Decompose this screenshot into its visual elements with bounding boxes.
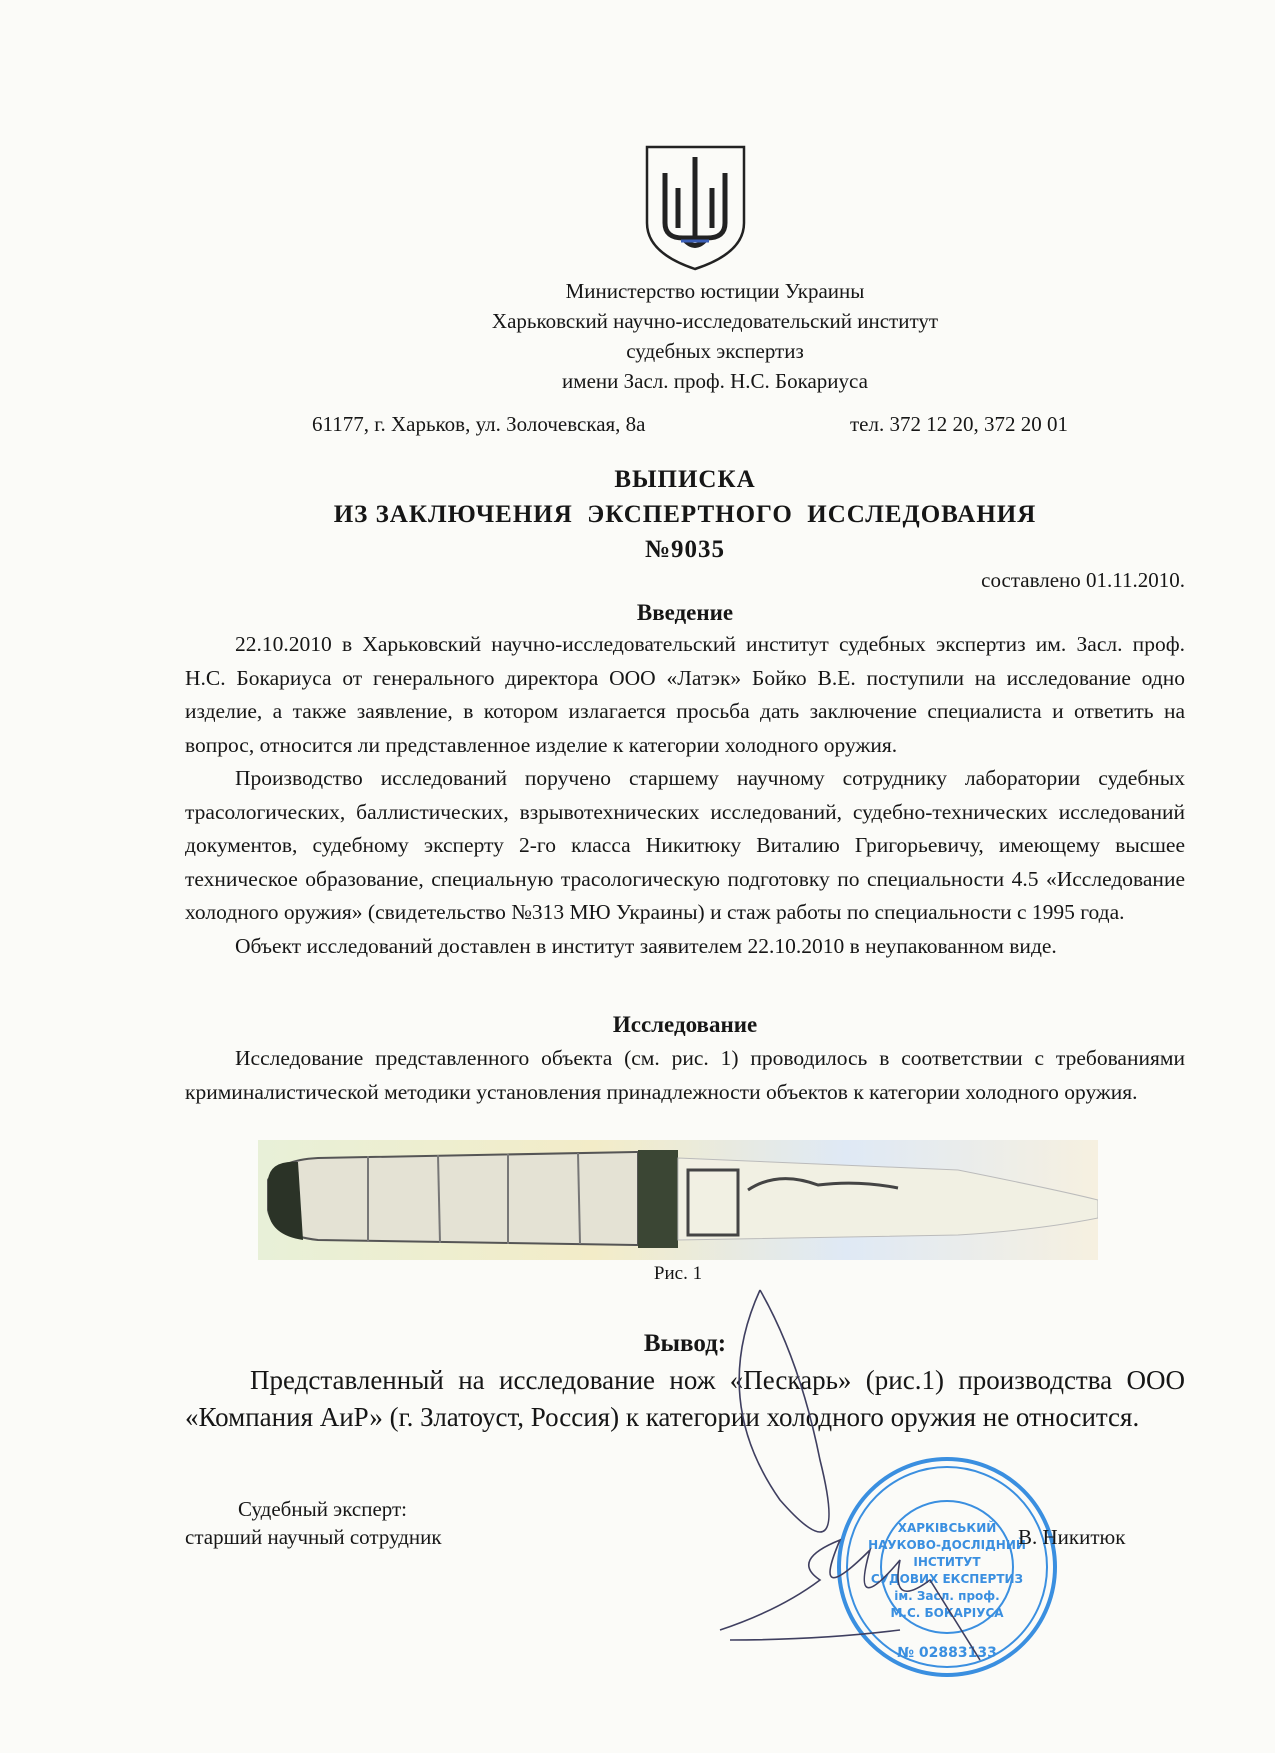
svg-text:ім. Засл. проф.: ім. Засл. проф.: [894, 1589, 1000, 1603]
title-line2: ИЗ ЗАКЛЮЧЕНИЯ ЭКСПЕРТНОГО ИССЛЕДОВАНИЯ: [333, 501, 1037, 528]
knife-photo: [258, 1140, 1098, 1260]
intro-paragraph: Объект исследований доставлен в институт заявителем 22.10.2010 в неупакованном виде.: [235, 933, 1057, 958]
svg-text:СУДОВИХ ЕКСПЕРТИЗ: СУДОВИХ ЕКСПЕРТИЗ: [870, 1572, 1024, 1586]
conclusion-text: [185, 1362, 1185, 1436]
institution-header: [380, 276, 1050, 396]
institute-name-line1: Харьковский научно-исследовательский институт: [491, 309, 939, 333]
intro-paragraph: Производство исследований поручено старшему научному сотруднику лаборатории судебных трасологических, баллистических, взрывотехнических исследований, судебно-технических исследований документов, судебному эксперту 2-го класса Никитюку Виталию Григорьевичу, имеющему высшее техническое образование, специальную трасологическую подготовку по специальности 4.5 «Исследование холодного оружия» (свидетельство №313 МЮ Украины) и стаж работы по специальности с 1995 года.: [185, 766, 1185, 924]
ministry-name: Министерство юстиции Украины: [565, 279, 865, 303]
signature-position: старший научный сотрудник: [185, 1525, 442, 1549]
document-date: составлено 01.11.2010.: [981, 568, 1185, 592]
figure-caption: Рис. 1: [653, 1263, 703, 1284]
coat-of-arms-emblem: [643, 143, 748, 273]
svg-text:ХАРКІВСЬКИЙ: ХАРКІВСЬКИЙ: [897, 1521, 997, 1535]
svg-text:ІНСТИТУТ: ІНСТИТУТ: [913, 1555, 981, 1569]
conclusion-paragraph: Представленный на исследование нож «Пескарь» (рис.1) производства ООО «Компания АиР» (г. Златоуст, Россия) к категории холодного оружия не относится.: [185, 1365, 1185, 1432]
address: 61177, г. Харьков, ул. Золочевская, 8а: [312, 412, 646, 436]
research-heading: Исследование: [612, 1012, 758, 1037]
svg-text:№ 02883133: № 02883133: [897, 1645, 997, 1661]
handwritten-signature: [700, 1280, 1030, 1680]
intro-heading: Введение: [636, 600, 734, 625]
intro-text: [185, 628, 1185, 963]
intro-paragraph: 22.10.2010 в Харьковский научно-исследовательский институт судебных экспертиз им. Засл. проф. Н.С. Бокариуса от генерального директора ООО «Латэк» Бойко В.Е. поступили на исследование одно изделие, а также заявление, в котором излагается просьба дать заключение специалиста и ответить на вопрос, относится ли представленное изделие к категории холодного оружия.: [185, 632, 1185, 757]
title-line1: ВЫПИСКА: [614, 466, 756, 493]
research-paragraph: Исследование представленного объекта (см. рис. 1) проводилось в соответствии с требованиями криминалистической методики установления принадлежности объектов к категории холодного оружия.: [185, 1046, 1185, 1104]
research-text: [185, 1042, 1185, 1109]
svg-text:М.С. БОКАРІУСА: М.С. БОКАРІУСА: [890, 1606, 1004, 1620]
document-number: №9035: [644, 536, 726, 563]
signature-role: Судебный эксперт:: [238, 1497, 407, 1521]
conclusion-heading: Вывод:: [643, 1330, 727, 1357]
institute-name-line2: судебных экспертиз: [626, 339, 804, 363]
phone: тел. 372 12 20, 372 20 01: [850, 412, 1068, 436]
institute-name-line3: имени Засл. проф. Н.С. Бокариуса: [562, 369, 868, 393]
document-title: [185, 462, 1185, 567]
svg-text:НАУКОВО-ДОСЛІДНИЙ: НАУКОВО-ДОСЛІДНИЙ: [868, 1538, 1026, 1552]
signer-name: В. Никитюк: [1018, 1525, 1126, 1549]
